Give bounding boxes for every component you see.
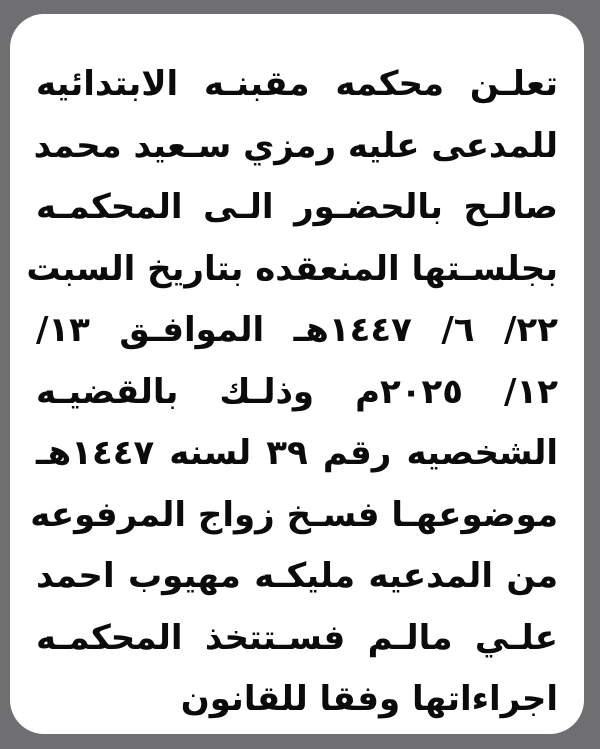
notice-card bbox=[10, 14, 584, 734]
notice-line-7: الشخصيه رقم ٣٩ لسنه ١٤٤٧هـ bbox=[36, 433, 558, 473]
notice-line-4: بجلسـتها المنعقده بتاريخ السبت bbox=[26, 248, 558, 289]
notice-body bbox=[26, 54, 558, 731]
notice-line-1: تعلـن محكمه مقبنـه الابتدائيه bbox=[36, 64, 558, 104]
notice-line-2: للمدعى عليه رمزي سـعيد محمد bbox=[33, 125, 558, 166]
notice-line-5: ٢٢/ ٦/ ١٤٤٧هـ الموافـق ١٣/ bbox=[36, 310, 558, 350]
notice-line-3: صالـح بالحضـور الـى المحكمـه bbox=[36, 187, 558, 227]
notice-line-9: من المدعيه مليكـه مهيوب احمد bbox=[36, 556, 558, 596]
notice-line-10: علـي مالـم فسـتتخذ المحكمـه bbox=[36, 617, 558, 658]
notice-line-6: ١٢/ ٢٠٢٥م وذلـك بالقضيـه bbox=[36, 371, 558, 412]
notice-line-8: موضوعهـا فسـخ زواج المرفوعه bbox=[30, 494, 558, 535]
notice-line-11: اجراءاتها وفقا للقانون bbox=[180, 679, 558, 719]
